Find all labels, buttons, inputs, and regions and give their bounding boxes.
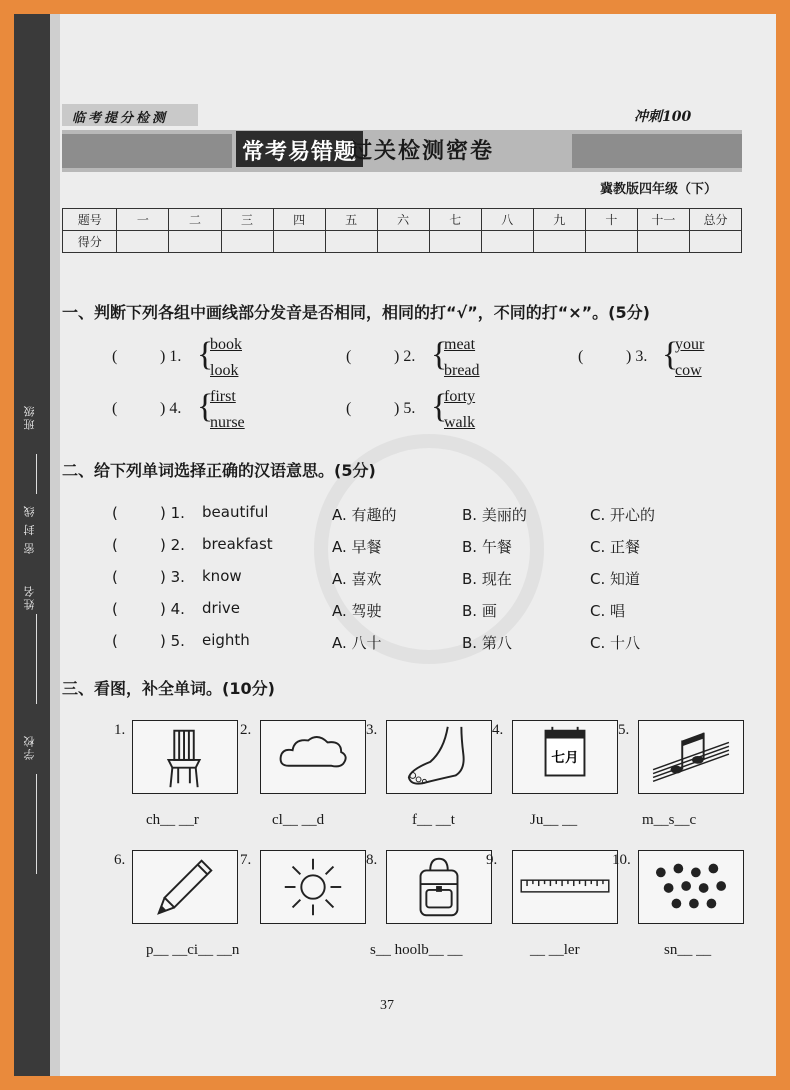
fill-blank[interactable]: f__ __t bbox=[412, 812, 455, 828]
answer-paren[interactable]: ( bbox=[112, 568, 118, 586]
picture-number: 4. bbox=[492, 722, 504, 738]
answer-paren[interactable]: ( bbox=[112, 600, 118, 618]
fill-blank[interactable]: cl__ __d bbox=[272, 812, 325, 828]
table-cell: 十 bbox=[585, 209, 637, 231]
class-label: 班级 bbox=[23, 404, 36, 430]
option-c[interactable]: C. 知道 bbox=[590, 570, 641, 588]
option-b[interactable]: B. 现在 bbox=[462, 570, 512, 588]
answer-paren[interactable]: ( bbox=[112, 632, 118, 650]
vocab-word: breakfast bbox=[202, 535, 273, 553]
fill-blank[interactable]: m__s__c bbox=[642, 812, 697, 828]
table-cell: 三 bbox=[221, 209, 273, 231]
item-number: ) 4. bbox=[160, 400, 182, 417]
table-cell: 五 bbox=[325, 209, 377, 231]
answer-paren[interactable]: ( bbox=[112, 400, 118, 417]
picture-number: 5. bbox=[618, 722, 630, 738]
word-top: book bbox=[210, 336, 242, 353]
header-tag: 临考提分检测 bbox=[62, 104, 198, 126]
svg-text:七月: 七月 bbox=[551, 749, 579, 766]
item-number: ) 5. bbox=[394, 400, 416, 417]
word-bottom: bread bbox=[444, 362, 480, 379]
table-cell: 题号 bbox=[63, 209, 117, 231]
score-cell[interactable] bbox=[377, 231, 429, 253]
word-top: forty bbox=[444, 388, 476, 405]
sun-icon bbox=[260, 850, 366, 924]
option-b[interactable]: B. 第八 bbox=[462, 634, 512, 652]
word-bottom: walk bbox=[444, 414, 476, 431]
option-a[interactable]: A. 喜欢 bbox=[332, 570, 382, 588]
chongci-label: 冲刺100 bbox=[634, 109, 692, 125]
item-number: ) 3. bbox=[626, 348, 648, 365]
score-table bbox=[62, 208, 742, 253]
option-a[interactable]: A. 八十 bbox=[332, 634, 382, 652]
snow-icon bbox=[638, 850, 744, 924]
picture-number: 2. bbox=[240, 722, 252, 738]
score-cell[interactable] bbox=[221, 231, 273, 253]
answer-paren[interactable]: ( bbox=[112, 536, 118, 554]
table-cell: 六 bbox=[377, 209, 429, 231]
table-cell: 得分 bbox=[63, 231, 117, 253]
vocab-word: drive bbox=[202, 599, 240, 617]
vocab-word: know bbox=[202, 567, 242, 585]
option-b[interactable]: B. 美丽的 bbox=[462, 506, 527, 524]
schoolbag-icon bbox=[386, 850, 492, 924]
score-cell[interactable] bbox=[585, 231, 637, 253]
section3-title: 三、看图，补全单词。(10分) bbox=[62, 679, 275, 698]
option-a[interactable]: A. 早餐 bbox=[332, 538, 382, 556]
answer-paren[interactable]: ( bbox=[578, 348, 584, 365]
answer-paren[interactable]: ( bbox=[112, 348, 118, 365]
word-top: first bbox=[210, 388, 236, 405]
score-cell[interactable] bbox=[325, 231, 377, 253]
calendar-icon bbox=[512, 720, 618, 794]
page-number: 37 bbox=[380, 998, 394, 1013]
item-number: ) 2. bbox=[160, 536, 185, 554]
table-cell: 四 bbox=[273, 209, 325, 231]
item-number: ) 4. bbox=[160, 600, 185, 618]
fill-blank[interactable]: s__ hoolb__ __ bbox=[370, 942, 463, 958]
score-cell[interactable] bbox=[533, 231, 585, 253]
chair-icon bbox=[132, 720, 238, 794]
pencil-icon bbox=[132, 850, 238, 924]
school-label: 学校 bbox=[23, 734, 36, 760]
title-badge: 常考易错题 bbox=[236, 131, 363, 167]
score-cell[interactable] bbox=[637, 231, 689, 253]
table-cell: 十一 bbox=[637, 209, 689, 231]
option-a[interactable]: A. 有趣的 bbox=[332, 506, 397, 524]
table-cell: 总分 bbox=[689, 209, 741, 231]
picture-number: 7. bbox=[240, 852, 252, 868]
word-bottom: nurse bbox=[210, 414, 245, 431]
page-title: 过关检测密卷 bbox=[350, 139, 495, 164]
picture-number: 8. bbox=[366, 852, 378, 868]
item-number: ) 1. bbox=[160, 504, 185, 522]
item-number: ) 5. bbox=[160, 632, 185, 650]
option-c[interactable]: C. 唱 bbox=[590, 602, 626, 620]
option-c[interactable]: C. 正餐 bbox=[590, 538, 641, 556]
answer-paren[interactable]: ( bbox=[112, 504, 118, 522]
answer-paren[interactable]: ( bbox=[346, 400, 352, 417]
score-cell[interactable] bbox=[273, 231, 325, 253]
score-cell[interactable] bbox=[689, 231, 741, 253]
fill-blank[interactable]: Ju__ __ bbox=[530, 812, 578, 828]
table-row bbox=[63, 231, 742, 253]
score-cell[interactable] bbox=[169, 231, 221, 253]
picture-number: 3. bbox=[366, 722, 378, 738]
section1-title: 一、判断下列各组中画线部分发音是否相同，相同的打“√”，不同的打“×”。(5分) bbox=[62, 303, 650, 322]
word-top: your bbox=[675, 336, 705, 353]
picture-number: 6. bbox=[114, 852, 126, 868]
score-cell[interactable] bbox=[429, 231, 481, 253]
item-number: ) 2. bbox=[394, 348, 416, 365]
option-c[interactable]: C. 开心的 bbox=[590, 506, 656, 524]
picture-number: 1. bbox=[114, 722, 126, 738]
cloud-icon bbox=[260, 720, 366, 794]
picture-number: 10. bbox=[612, 852, 631, 868]
score-cell[interactable] bbox=[117, 231, 169, 253]
ruler-icon bbox=[512, 850, 618, 924]
table-row bbox=[63, 209, 742, 231]
answer-paren[interactable]: ( bbox=[346, 348, 352, 365]
picture-number: 9. bbox=[486, 852, 498, 868]
option-b[interactable]: B. 画 bbox=[462, 602, 497, 620]
fill-blank[interactable]: sn__ __ bbox=[664, 942, 712, 958]
option-a[interactable]: A. 驾驶 bbox=[332, 602, 382, 620]
table-cell: 一 bbox=[117, 209, 169, 231]
edition-label: 冀教版四年级（下） bbox=[600, 182, 718, 197]
table-cell: 九 bbox=[533, 209, 585, 231]
word-bottom: cow bbox=[675, 362, 702, 379]
table-cell: 二 bbox=[169, 209, 221, 231]
option-c[interactable]: C. 十八 bbox=[590, 634, 641, 652]
vocab-word: beautiful bbox=[202, 503, 269, 521]
word-top: meat bbox=[444, 336, 476, 353]
item-number: ) 3. bbox=[160, 568, 185, 586]
vocab-word: eighth bbox=[202, 631, 250, 649]
item-number: ) 1. bbox=[160, 348, 182, 365]
fill-blank[interactable]: p__ __ci__ __n bbox=[146, 942, 240, 958]
word-bottom: look bbox=[210, 362, 239, 379]
fill-blank[interactable]: __ __ler bbox=[530, 942, 580, 958]
fill-blank[interactable]: ch__ __r bbox=[146, 812, 199, 828]
music-note-icon bbox=[638, 720, 744, 794]
foot-icon bbox=[386, 720, 492, 794]
option-b[interactable]: B. 午餐 bbox=[462, 538, 512, 556]
table-cell: 七 bbox=[429, 209, 481, 231]
section2-title: 二、给下列单词选择正确的汉语意思。(5分) bbox=[62, 461, 376, 480]
score-cell[interactable] bbox=[481, 231, 533, 253]
name-label: 姓名 bbox=[23, 584, 36, 610]
seal-label: 密 封 线 bbox=[23, 504, 36, 554]
table-cell: 八 bbox=[481, 209, 533, 231]
